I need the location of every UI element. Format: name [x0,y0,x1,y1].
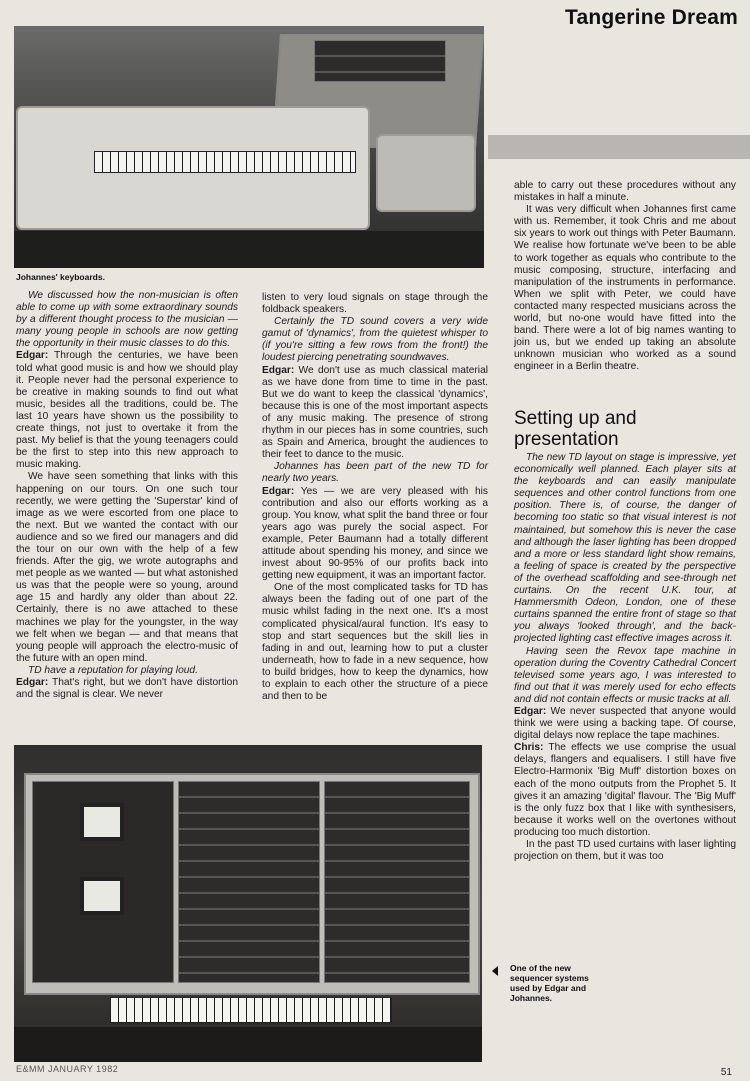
col1-question: TD have a reputation for playing loud. [28,664,198,676]
speaker-label: Edgar: [514,705,547,717]
stand [14,231,484,268]
speaker-label: Chris: [514,742,544,754]
col1-paragraph [16,677,238,701]
speaker-label: Edgar: [16,677,49,688]
rack-middle-panel [178,781,320,983]
col2-paragraph: listen to very loud signals on stage through the foldback speakers. [262,292,488,316]
column-1 [16,290,238,701]
section-heading: Setting up and presentation [514,408,637,450]
col3-paragraph: In the past TD used curtains with laser lighting projection on them, but it was too [514,839,736,863]
col3-text: We never suspected that anyone would think we were using a backing tape. Of course, digital delays now replace the tape machines. [514,705,736,742]
speaker-label: Edgar: [262,364,295,376]
column-2 [262,292,488,703]
col3-paragraph [514,706,736,742]
floor-cables [14,1027,482,1062]
col1-paragraph: We have seen something that links with this happening on our tours. On one such tour recently, we were getting the 'Superstar' kind of image as we were escorted from one place to the next. But we wanted the contact with our audience and so we fired our managers and did the tour on our own with the help of a few friends. After the gig, we wrote autographs and met people as we wanted — but what astonished us was that the people were so young, around age 15 and hardly any older than about 22. Certainly, there is no awe attached to these machines we play for the youngster, in the way we felt when we began — and that means that young people will approach the electro-music of the future with an open mind. [16,471,238,664]
col3-paragraph: It was very difficult when Johannes first came with us. Remember, it took Chris and me about six years to work out things with Peter Baumann. We realise how fortunate we've been to be able to work together as equals who contribute to the music composing, structure, interfacing and manipulation of the instruments in performance. When we split with Peter, we could have contacted many respected musicians across the world, but no-one would have fitted into the band. There were a lot of big names wanting to join us, but we ended up taking an absolute unknown musician who worked as a sound engineer in a Berlin theatre. [514,204,736,373]
col2-question: Johannes has been part of the new TD for nearly two years. [262,461,488,485]
col2-text: We don't use as much classical material as we have done from time to time in the past. But we do want to keep the classical 'dynamics', because this is one of the most important aspects of any music making. The presence of strong rhythm in our pieces has in some countries, such as Spain and America, brought the audiences to their feet to dance to the music. [262,364,488,461]
sequencer-keyboard [110,997,392,1023]
col3-paragraph: able to carry out these procedures without any mistakes in half a minute. [514,180,736,204]
keyboards-caption: Johannes' keyboards. [16,272,105,282]
col2-intro: Certainly the TD sound covers a very wide gamut of 'dynamics', from the quietest whisper to (if you're sitting a few rows from the front!) the loudest piercing penetrating soundwaves. [262,316,488,364]
header-band [488,135,750,159]
speaker-label: Edgar: [262,485,295,497]
col2-paragraph [262,486,488,583]
rear-synth-panel [314,40,446,82]
issue-footer: E&MM JANUARY 1982 [16,1064,119,1074]
speaker-label: Edgar: [16,350,49,362]
column-3-bottom [514,452,736,863]
sequencer-caption: One of the new sequencer systems used by Edgar and Johannes. [510,963,589,1003]
col3-intro: The new TD layout on stage is impressive, yet economically well planned. Each player sits at the keyboards and can easily manipulate sequences and other control functions from one position. There is, of course, the danger of becoming too static so that visual interest is not maintained, but somehow this is never the case and although the laser lighting has been dropped and a more or less standard light show remains, a feeling of space is created by the perspective of the overhead scaffolding and see-through net curtains. On the recent U.K. tour, at Hammersmith Odeon, London, one of these curtains spanned the entire front of stage so that you always 'looked through', and the back-projected lighting cast effective images across it. [514,452,736,645]
col2-text: Yes — we are very pleased with his contribution and also our efforts working as a group. You know, what split the band three or four years ago was purely the social aspect. For example, Peter Baumann had a totally different attitude about spending his money, and since we invest about 90-95% of our profits back into getting new equipment, it was an important factor. [262,485,488,582]
col3-question: Having seen the Revox tape machine in operation during the Coventry Cathedral Concert televised some years ago, I was interested to find out that it was merely used for echo effects and did not contain effects or music tracks at all. [514,645,736,705]
caption-arrow-icon [492,966,498,976]
keyboards-photo [14,26,484,268]
col3-text: The effects we use comprise the usual delays, flangers and equalisers. I still have five Electro-Harmonix 'Big Muff' distortion boxes on each of the mono outputs from the Prophet 5. It gives it an amazing 'digital' flavour. The 'Big Muff' is the only fuzz box that I like with synthesisers, because it works well on the overtones without producing too much distortion. [514,742,736,838]
col1-paragraph [16,350,238,471]
page-number: 51 [720,1067,732,1078]
sequencer-photo [14,745,482,1062]
col2-paragraph: One of the most complicated tasks for TD has always been the fading out of one part of the music whilst fading in the next one. It's a most complicated physical/aural function. It's easy to stop and start sequences but the skill lies in fading in and out, learning how to put a cluster underneath, how to fade in a new sequence, how to build bridges, how to keep the dynamics, how to explain to each other the structure of a piece and then to be [262,582,488,703]
col2-paragraph [262,365,488,462]
synth-module [376,134,476,212]
rack-right-panel [324,781,470,983]
keyboard-keys [94,151,356,173]
page-title: Tangerine Dream [565,6,738,29]
col3-paragraph [514,742,736,839]
monitor-screen-top [80,803,124,841]
column-3-top [514,180,736,374]
col1-text: That's right, but we don't have distortion and the signal is clear. We never [16,677,238,701]
col1-text: Through the centuries, we have been told what good music is and how we should play it. People never had the personal experience to be creative in making sounds to find out what music, besides all the traditions, could be. The last 10 years have shown us the possibility to create things, not just to overtake it from the past. My belief is that the young teenagers could be the first to step into this new approach to music making. [16,350,238,471]
col1-intro: We discussed how the non-musician is often able to come up with some extraordinary sounds by a different thought process to the musician — many young people in schools are now getting the opportunity in their music classes to do this. [16,290,238,350]
monitor-screen-bottom [80,877,124,915]
